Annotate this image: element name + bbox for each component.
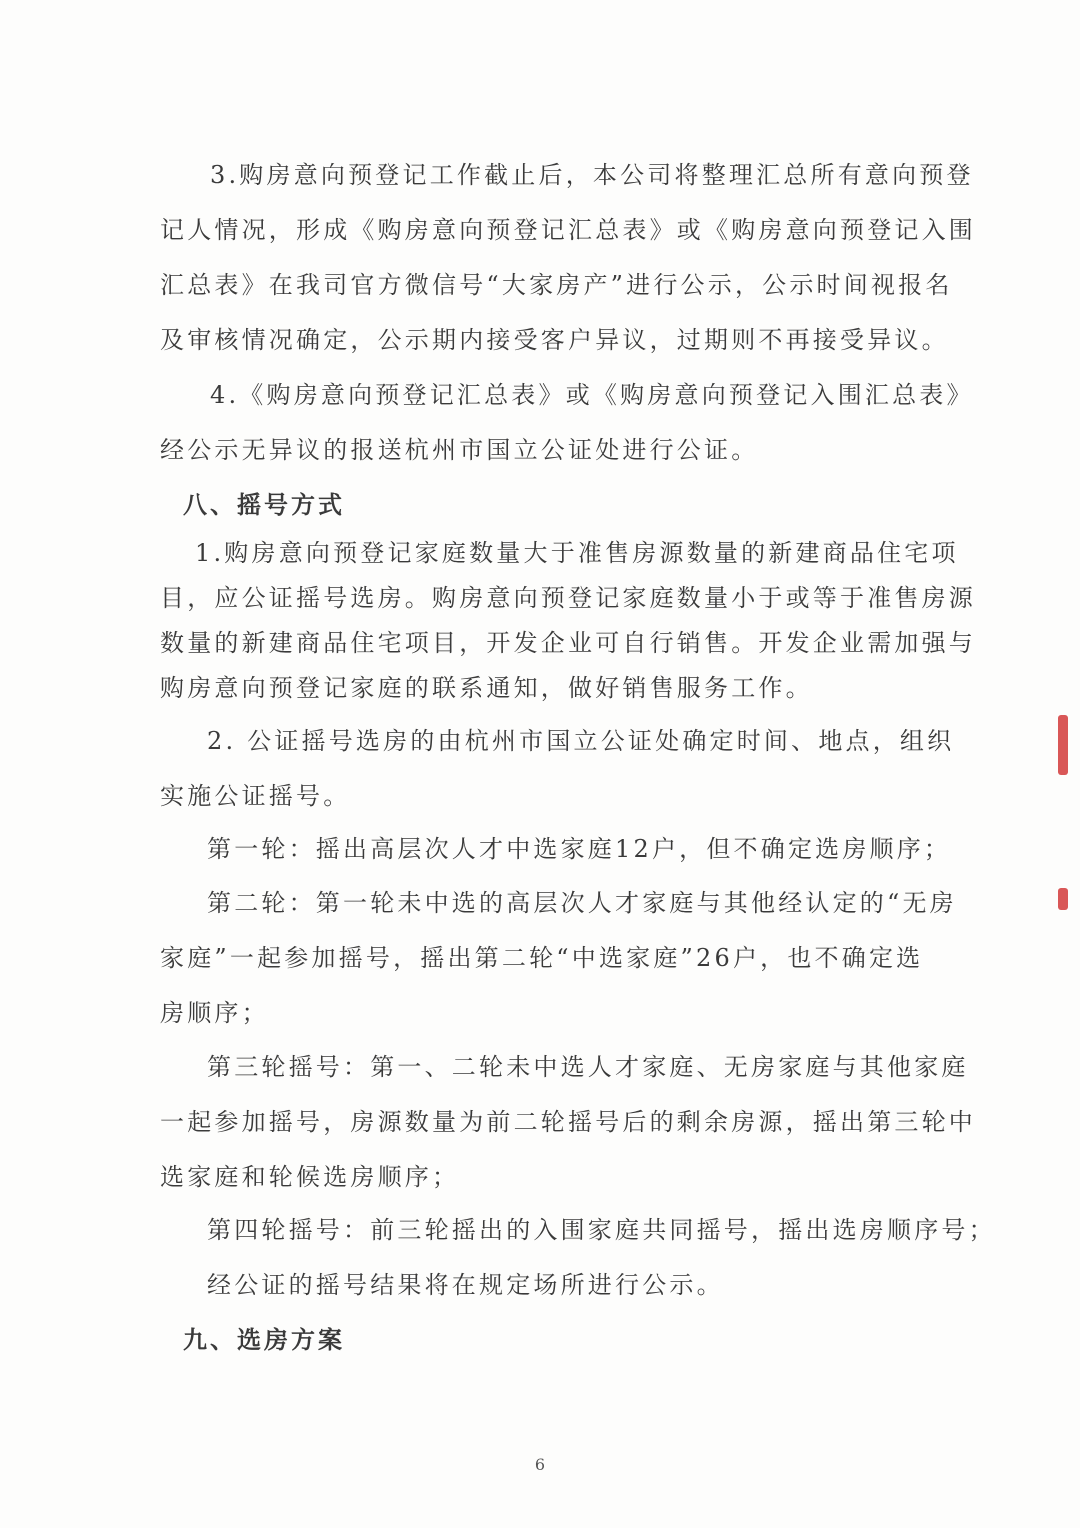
paragraph-line: 记人情况，形成《购房意向预登记汇总表》或《购房意向预登记入围 [160,216,976,244]
paragraph-line: 实施公证摇号。 [160,782,351,810]
paragraph-line: 第四轮摇号：前三轮摇出的入围家庭共同摇号，摇出选房顺序号； [207,1216,996,1244]
paragraph-line: 第二轮：第一轮未中选的高层次人才家庭与其他经认定的“无房 [207,889,957,917]
paragraph-line: 购房意向预登记家庭的联系通知，做好销售服务工作。 [160,674,813,702]
seal-edge-mark [1058,715,1068,775]
paragraph-line: 数量的新建商品住宅项目，开发企业可自行销售。开发企业需加强与 [160,629,976,657]
paragraph-line: 第三轮摇号：第一、二轮未中选人才家庭、无房家庭与其他家庭 [207,1053,969,1081]
paragraph-line: 第一轮：摇出高层次人才中选家庭12户，但不确定选房顺序； [207,835,952,863]
paragraph-line: 目，应公证摇号选房。购房意向预登记家庭数量小于或等于准售房源 [160,584,976,612]
paragraph-line: 家庭”一起参加摇号，摇出第二轮“中选家庭”26户，也不确定选 [160,944,924,972]
paragraph-line: 2. 公证摇号选房的由杭州市国立公证处确定时间、地点，组织 [207,727,955,755]
paragraph-line: 一起参加摇号，房源数量为前二轮摇号后的剩余房源，摇出第三轮中 [160,1108,976,1136]
paragraph-line: 经公示无异议的报送杭州市国立公证处进行公证。 [160,436,759,464]
seal-edge-mark [1058,888,1068,910]
paragraph-line: 经公证的摇号结果将在规定场所进行公示。 [207,1271,724,1299]
paragraph-line: 4.《购房意向预登记汇总表》或《购房意向预登记入围汇总表》 [210,381,974,409]
paragraph-line: 1.购房意向预登记家庭数量大于准售房源数量的新建商品住宅项 [195,539,959,567]
paragraph-line: 选家庭和轮候选房顺序； [160,1163,460,1191]
section-heading-selection-plan: 九、选房方案 [183,1325,345,1354]
paragraph-line: 房顺序； [160,999,269,1027]
paragraph-line: 3.购房意向预登记工作截止后，本公司将整理汇总所有意向预登 [210,161,974,189]
paragraph-line: 及审核情况确定，公示期内接受客户异议，过期则不再接受异议。 [160,326,949,354]
page-number: 6 [534,1455,546,1474]
section-heading-lottery-method: 八、摇号方式 [183,490,345,519]
paragraph-line: 汇总表》在我司官方微信号“大家房产”进行公示，公示时间视报名 [160,271,953,299]
